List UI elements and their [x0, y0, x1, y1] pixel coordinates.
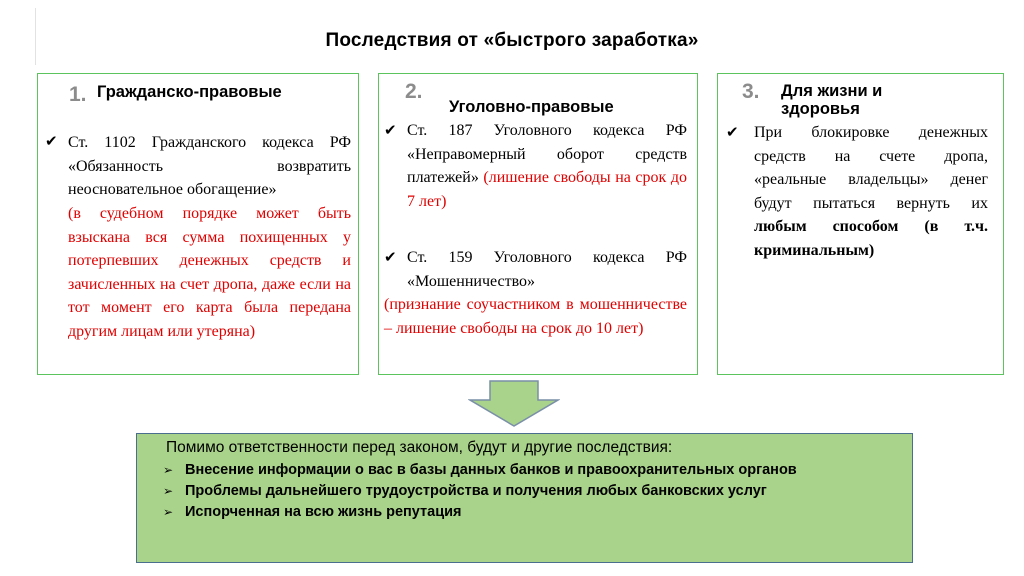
- criminal-consequences-card: [378, 73, 698, 375]
- card-text: Ст. 1102 Гражданского кодекса РФ «Обязанность возвратить неосновательное обогащение»: [68, 134, 351, 198]
- page-title: Последствия от «быстрого заработка»: [325, 30, 699, 51]
- other-consequences-intro: Помимо ответственности перед законом, будут и другие последствия:: [166, 439, 673, 456]
- arrow-bullet-icon: ➢: [163, 504, 174, 519]
- checkmark-icon: ✔: [384, 121, 397, 139]
- card-note-159: (признание соучастником в мошенничестве – лишение свободы на срок до 10 лет): [384, 296, 687, 337]
- card-note: (в судебном порядке может быть взыскана вся сумма похищенных у потерпевших денежных средств и зачисленных на счет дропа, даже если на тот момент его карта была передана другим лицам или утеряна): [68, 205, 351, 340]
- card-heading: Уголовно-правовые: [449, 98, 614, 116]
- card-text-187: Ст. 187 Уголовного кодекса РФ «Неправомерный оборот средств платежей» (лишение свободы на срок до 7 лет): [407, 122, 688, 210]
- card-note-187: (лишение свободы на срок до 7 лет): [407, 169, 688, 210]
- list-item: ➢ Проблемы дальнейшего трудоустройства и получения любых банковских услуг: [163, 482, 767, 499]
- civil-consequences-card: [37, 73, 359, 375]
- arrow-bullet-icon: ➢: [163, 483, 174, 498]
- card-number: 1.: [69, 83, 87, 106]
- other-consequences-box: [136, 433, 913, 563]
- arrow-down-icon: [468, 380, 560, 428]
- card-heading: Гражданско-правовые: [97, 83, 282, 101]
- card-number: 3.: [742, 80, 760, 103]
- card-text: При блокировке денежных средств на счете дропа, «реальные владельцы» денег будут пытаться вернуть их любым способом (в т.ч. криминальным): [754, 124, 988, 259]
- other-consequences-list: [163, 459, 797, 522]
- checkmark-icon: ✔: [384, 248, 397, 266]
- card-number: 2.: [405, 80, 423, 103]
- arrow-bullet-icon: ➢: [163, 462, 174, 477]
- list-item: ➢ Внесение информации о вас в базы данных банков и правоохранительных органов: [163, 461, 797, 478]
- checkmark-icon: ✔: [726, 123, 739, 141]
- checkmark-icon: ✔: [45, 132, 58, 150]
- card-text-159: Ст. 159 Уголовного кодекса РФ «Мошенничество»: [407, 249, 687, 290]
- card-emphasis: любым способом (в т.ч. криминальным): [754, 218, 988, 259]
- list-item: ➢ Испорченная на всю жизнь репутация: [163, 503, 462, 520]
- card-heading: Для жизни и здоровья: [781, 82, 883, 118]
- life-health-consequences-card: [717, 73, 1004, 375]
